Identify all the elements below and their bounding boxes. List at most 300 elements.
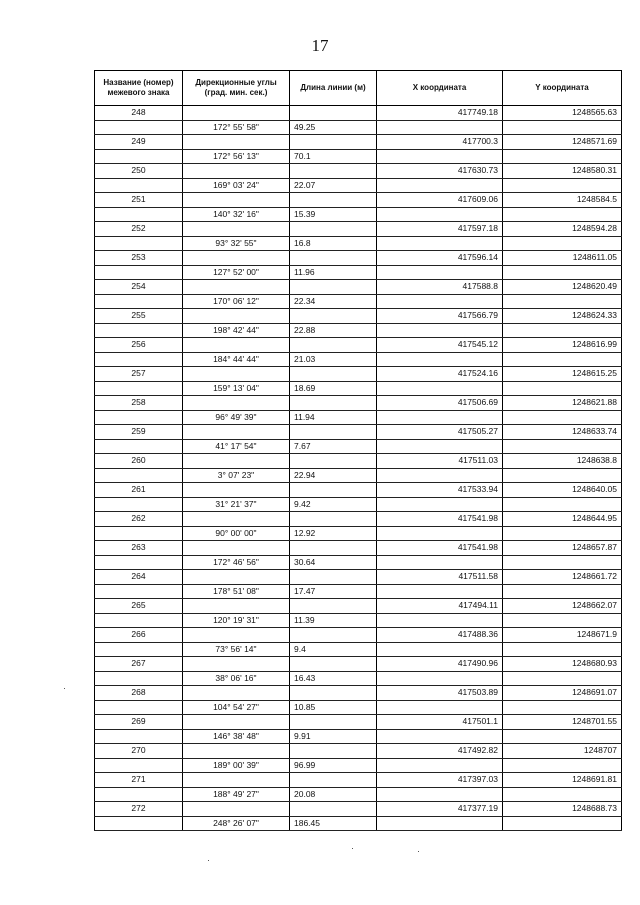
point-name-cell: 271 (95, 773, 183, 788)
empty-cell (503, 468, 622, 483)
point-name-cell: 253 (95, 251, 183, 266)
table-header (95, 71, 622, 106)
x-coordinate-cell: 417545.12 (377, 338, 503, 353)
empty-cell (183, 628, 290, 643)
y-coordinate-cell: 1248633.74 (503, 425, 622, 440)
x-coordinate-cell: 417505.27 (377, 425, 503, 440)
point-row (95, 251, 622, 266)
line-length-cell: 16.8 (290, 236, 377, 251)
empty-cell (95, 700, 183, 715)
point-row (95, 193, 622, 208)
empty-cell (183, 686, 290, 701)
point-row (95, 164, 622, 179)
direction-angle-cell: 178° 51' 08" (183, 584, 290, 599)
segment-row (95, 555, 622, 570)
empty-cell (290, 106, 377, 121)
point-name-cell: 257 (95, 367, 183, 382)
segment-row (95, 700, 622, 715)
direction-angle-cell: 188° 49' 27" (183, 787, 290, 802)
direction-angle-cell: 184° 44' 44" (183, 352, 290, 367)
empty-cell (183, 570, 290, 585)
x-coordinate-cell: 417488.36 (377, 628, 503, 643)
direction-angle-cell: 248° 26' 07" (183, 816, 290, 831)
empty-cell (503, 729, 622, 744)
y-coordinate-cell: 1248594.28 (503, 222, 622, 237)
x-coordinate-cell: 417541.98 (377, 541, 503, 556)
line-length-cell: 186.45 (290, 816, 377, 831)
empty-cell (377, 468, 503, 483)
table-body (95, 106, 622, 831)
empty-cell (377, 178, 503, 193)
point-row (95, 570, 622, 585)
empty-cell (377, 236, 503, 251)
segment-row (95, 352, 622, 367)
empty-cell (503, 642, 622, 657)
empty-cell (290, 744, 377, 759)
x-coordinate-cell: 417511.03 (377, 454, 503, 469)
empty-cell (95, 410, 183, 425)
point-name-cell: 261 (95, 483, 183, 498)
empty-cell (183, 338, 290, 353)
point-row (95, 599, 622, 614)
empty-cell (377, 265, 503, 280)
segment-row (95, 671, 622, 686)
empty-cell (95, 497, 183, 512)
point-name-cell: 267 (95, 657, 183, 672)
empty-cell (503, 323, 622, 338)
direction-angle-cell: 31° 21' 37" (183, 497, 290, 512)
x-coordinate-cell: 417503.89 (377, 686, 503, 701)
header-x: X координата (377, 71, 503, 106)
header-length: Длина линии (м) (290, 71, 377, 106)
segment-row (95, 497, 622, 512)
empty-cell (290, 599, 377, 614)
line-length-cell: 9.91 (290, 729, 377, 744)
empty-cell (183, 599, 290, 614)
line-length-cell: 22.88 (290, 323, 377, 338)
direction-angle-cell: 93° 32' 55" (183, 236, 290, 251)
empty-cell (290, 193, 377, 208)
empty-cell (183, 744, 290, 759)
x-coordinate-cell: 417397.03 (377, 773, 503, 788)
y-coordinate-cell: 1248565.63 (503, 106, 622, 121)
point-row (95, 338, 622, 353)
point-name-cell: 264 (95, 570, 183, 585)
segment-row (95, 323, 622, 338)
empty-cell (95, 758, 183, 773)
x-coordinate-cell: 417492.82 (377, 744, 503, 759)
direction-angle-cell: 189° 00' 39" (183, 758, 290, 773)
direction-angle-cell: 120° 19' 31" (183, 613, 290, 628)
point-row (95, 280, 622, 295)
line-length-cell: 22.34 (290, 294, 377, 309)
empty-cell (377, 410, 503, 425)
line-length-cell: 11.96 (290, 265, 377, 280)
empty-cell (377, 613, 503, 628)
y-coordinate-cell: 1248616.99 (503, 338, 622, 353)
empty-cell (503, 758, 622, 773)
empty-cell (290, 657, 377, 672)
x-coordinate-cell: 417630.73 (377, 164, 503, 179)
point-name-cell: 255 (95, 309, 183, 324)
line-length-cell: 11.39 (290, 613, 377, 628)
empty-cell (290, 802, 377, 817)
point-name-cell: 269 (95, 715, 183, 730)
point-name-cell: 268 (95, 686, 183, 701)
empty-cell (95, 178, 183, 193)
empty-cell (290, 251, 377, 266)
direction-angle-cell: 159° 13' 04" (183, 381, 290, 396)
point-row (95, 425, 622, 440)
empty-cell (183, 280, 290, 295)
point-name-cell: 251 (95, 193, 183, 208)
empty-cell (503, 613, 622, 628)
segment-row (95, 613, 622, 628)
line-length-cell: 18.69 (290, 381, 377, 396)
point-row (95, 628, 622, 643)
empty-cell (377, 352, 503, 367)
empty-cell (377, 642, 503, 657)
empty-cell (95, 120, 183, 135)
y-coordinate-cell: 1248621.88 (503, 396, 622, 411)
scan-speck (352, 848, 353, 849)
y-coordinate-cell: 1248640.05 (503, 483, 622, 498)
x-coordinate-cell: 417511.58 (377, 570, 503, 585)
empty-cell (95, 613, 183, 628)
line-length-cell: 15.39 (290, 207, 377, 222)
empty-cell (290, 686, 377, 701)
empty-cell (183, 512, 290, 527)
empty-cell (290, 396, 377, 411)
segment-row (95, 758, 622, 773)
empty-cell (503, 497, 622, 512)
empty-cell (377, 671, 503, 686)
point-row (95, 106, 622, 121)
direction-angle-cell: 127° 52' 00" (183, 265, 290, 280)
empty-cell (183, 251, 290, 266)
empty-cell (95, 526, 183, 541)
y-coordinate-cell: 1248657.87 (503, 541, 622, 556)
x-coordinate-cell: 417566.79 (377, 309, 503, 324)
line-length-cell: 21.03 (290, 352, 377, 367)
y-coordinate-cell: 1248701.55 (503, 715, 622, 730)
empty-cell (377, 700, 503, 715)
empty-cell (503, 294, 622, 309)
empty-cell (503, 671, 622, 686)
direction-angle-cell: 172° 55' 58" (183, 120, 290, 135)
x-coordinate-cell: 417377.19 (377, 802, 503, 817)
empty-cell (503, 352, 622, 367)
line-length-cell: 9.4 (290, 642, 377, 657)
y-coordinate-cell: 1248584.5 (503, 193, 622, 208)
empty-cell (183, 657, 290, 672)
header-y: Y координата (503, 71, 622, 106)
line-length-cell: 49.25 (290, 120, 377, 135)
segment-row (95, 787, 622, 802)
empty-cell (95, 265, 183, 280)
empty-cell (503, 555, 622, 570)
line-length-cell: 30.64 (290, 555, 377, 570)
x-coordinate-cell: 417588.8 (377, 280, 503, 295)
direction-angle-cell: 90° 00' 00" (183, 526, 290, 541)
x-coordinate-cell: 417506.69 (377, 396, 503, 411)
empty-cell (290, 280, 377, 295)
empty-cell (183, 454, 290, 469)
empty-cell (377, 729, 503, 744)
empty-cell (377, 497, 503, 512)
empty-cell (377, 526, 503, 541)
header-angles: Дирекционные углы (град. мин. сек.) (183, 71, 290, 106)
y-coordinate-cell: 1248571.69 (503, 135, 622, 150)
segment-row (95, 265, 622, 280)
empty-cell (183, 367, 290, 382)
y-coordinate-cell: 1248620.49 (503, 280, 622, 295)
point-row (95, 309, 622, 324)
point-name-cell: 252 (95, 222, 183, 237)
empty-cell (503, 120, 622, 135)
empty-cell (377, 584, 503, 599)
empty-cell (95, 294, 183, 309)
empty-cell (183, 715, 290, 730)
empty-cell (183, 773, 290, 788)
x-coordinate-cell: 417490.96 (377, 657, 503, 672)
empty-cell (290, 164, 377, 179)
empty-cell (183, 193, 290, 208)
empty-cell (95, 149, 183, 164)
y-coordinate-cell: 1248691.81 (503, 773, 622, 788)
x-coordinate-cell: 417700.3 (377, 135, 503, 150)
y-coordinate-cell: 1248662.07 (503, 599, 622, 614)
empty-cell (503, 236, 622, 251)
segment-row (95, 120, 622, 135)
empty-cell (290, 541, 377, 556)
point-name-cell: 256 (95, 338, 183, 353)
line-length-cell: 17.47 (290, 584, 377, 599)
point-name-cell: 260 (95, 454, 183, 469)
point-name-cell: 270 (95, 744, 183, 759)
empty-cell (290, 628, 377, 643)
x-coordinate-cell: 417524.16 (377, 367, 503, 382)
point-row (95, 773, 622, 788)
empty-cell (503, 149, 622, 164)
segment-row (95, 410, 622, 425)
x-coordinate-cell: 417541.98 (377, 512, 503, 527)
point-name-cell: 249 (95, 135, 183, 150)
x-coordinate-cell: 417597.18 (377, 222, 503, 237)
empty-cell (290, 454, 377, 469)
empty-cell (503, 526, 622, 541)
segment-row (95, 236, 622, 251)
empty-cell (377, 294, 503, 309)
point-name-cell: 262 (95, 512, 183, 527)
direction-angle-cell: 96° 49' 39" (183, 410, 290, 425)
direction-angle-cell: 140° 32' 16" (183, 207, 290, 222)
x-coordinate-cell: 417749.18 (377, 106, 503, 121)
point-name-cell: 248 (95, 106, 183, 121)
empty-cell (503, 265, 622, 280)
empty-cell (290, 222, 377, 237)
point-row (95, 686, 622, 701)
empty-cell (183, 541, 290, 556)
empty-cell (290, 570, 377, 585)
empty-cell (95, 468, 183, 483)
empty-cell (503, 816, 622, 831)
point-name-cell: 259 (95, 425, 183, 440)
point-row (95, 135, 622, 150)
y-coordinate-cell: 1248624.33 (503, 309, 622, 324)
segment-row (95, 642, 622, 657)
empty-cell (377, 207, 503, 222)
x-coordinate-cell: 417533.94 (377, 483, 503, 498)
empty-cell (183, 222, 290, 237)
line-length-cell: 7.67 (290, 439, 377, 454)
point-row (95, 454, 622, 469)
empty-cell (95, 352, 183, 367)
empty-cell (183, 106, 290, 121)
point-name-cell: 258 (95, 396, 183, 411)
empty-cell (503, 787, 622, 802)
empty-cell (95, 207, 183, 222)
empty-cell (95, 787, 183, 802)
direction-angle-cell: 198° 42' 44" (183, 323, 290, 338)
scan-speck (208, 860, 209, 861)
point-name-cell: 272 (95, 802, 183, 817)
segment-row (95, 439, 622, 454)
line-length-cell: 16.43 (290, 671, 377, 686)
empty-cell (95, 381, 183, 396)
empty-cell (377, 555, 503, 570)
segment-row (95, 468, 622, 483)
direction-angle-cell: 38° 06' 16" (183, 671, 290, 686)
empty-cell (183, 164, 290, 179)
segment-row (95, 149, 622, 164)
empty-cell (290, 309, 377, 324)
segment-row (95, 178, 622, 193)
direction-angle-cell: 172° 56' 13" (183, 149, 290, 164)
empty-cell (95, 323, 183, 338)
line-length-cell: 11.94 (290, 410, 377, 425)
line-length-cell: 22.94 (290, 468, 377, 483)
empty-cell (503, 207, 622, 222)
direction-angle-cell: 3° 07' 23" (183, 468, 290, 483)
y-coordinate-cell: 1248580.31 (503, 164, 622, 179)
x-coordinate-cell: 417494.11 (377, 599, 503, 614)
empty-cell (377, 149, 503, 164)
direction-angle-cell: 146° 38' 48" (183, 729, 290, 744)
empty-cell (290, 338, 377, 353)
point-row (95, 802, 622, 817)
segment-row (95, 294, 622, 309)
y-coordinate-cell: 1248611.05 (503, 251, 622, 266)
segment-row (95, 584, 622, 599)
segment-row (95, 526, 622, 541)
empty-cell (95, 236, 183, 251)
point-row (95, 744, 622, 759)
point-name-cell: 254 (95, 280, 183, 295)
point-row (95, 715, 622, 730)
empty-cell (377, 439, 503, 454)
y-coordinate-cell: 1248680.93 (503, 657, 622, 672)
empty-cell (95, 555, 183, 570)
y-coordinate-cell: 1248688.73 (503, 802, 622, 817)
empty-cell (503, 700, 622, 715)
scan-speck (418, 851, 419, 852)
empty-cell (377, 758, 503, 773)
empty-cell (503, 439, 622, 454)
empty-cell (183, 309, 290, 324)
point-name-cell: 266 (95, 628, 183, 643)
y-coordinate-cell: 1248671.9 (503, 628, 622, 643)
empty-cell (290, 483, 377, 498)
empty-cell (95, 671, 183, 686)
header-name: Название (номер) межевого знака (95, 71, 183, 106)
point-row (95, 396, 622, 411)
point-row (95, 512, 622, 527)
empty-cell (503, 381, 622, 396)
direction-angle-cell: 170° 06' 12" (183, 294, 290, 309)
empty-cell (95, 816, 183, 831)
direction-angle-cell: 169° 03' 24" (183, 178, 290, 193)
empty-cell (290, 773, 377, 788)
point-row (95, 541, 622, 556)
empty-cell (290, 367, 377, 382)
y-coordinate-cell: 1248661.72 (503, 570, 622, 585)
empty-cell (290, 425, 377, 440)
y-coordinate-cell: 1248691.07 (503, 686, 622, 701)
x-coordinate-cell: 417609.06 (377, 193, 503, 208)
direction-angle-cell: 41° 17' 54" (183, 439, 290, 454)
line-length-cell: 96.99 (290, 758, 377, 773)
empty-cell (377, 381, 503, 396)
line-length-cell: 70.1 (290, 149, 377, 164)
segment-row (95, 381, 622, 396)
empty-cell (183, 396, 290, 411)
empty-cell (377, 787, 503, 802)
point-row (95, 222, 622, 237)
empty-cell (503, 178, 622, 193)
y-coordinate-cell: 1248707 (503, 744, 622, 759)
empty-cell (183, 135, 290, 150)
point-row (95, 657, 622, 672)
y-coordinate-cell: 1248644.95 (503, 512, 622, 527)
empty-cell (377, 323, 503, 338)
empty-cell (183, 802, 290, 817)
empty-cell (183, 425, 290, 440)
empty-cell (290, 715, 377, 730)
empty-cell (377, 816, 503, 831)
direction-angle-cell: 104° 54' 27" (183, 700, 290, 715)
point-row (95, 483, 622, 498)
line-length-cell: 20.08 (290, 787, 377, 802)
page-number: 17 (311, 36, 329, 55)
x-coordinate-cell: 417501.1 (377, 715, 503, 730)
empty-cell (503, 410, 622, 425)
empty-cell (503, 584, 622, 599)
point-row (95, 367, 622, 382)
point-name-cell: 263 (95, 541, 183, 556)
empty-cell (95, 584, 183, 599)
line-length-cell: 10.85 (290, 700, 377, 715)
y-coordinate-cell: 1248615.25 (503, 367, 622, 382)
empty-cell (183, 483, 290, 498)
segment-row (95, 729, 622, 744)
segment-row (95, 816, 622, 831)
scan-speck (64, 688, 65, 689)
empty-cell (95, 729, 183, 744)
y-coordinate-cell: 1248638.8 (503, 454, 622, 469)
empty-cell (95, 642, 183, 657)
empty-cell (290, 135, 377, 150)
